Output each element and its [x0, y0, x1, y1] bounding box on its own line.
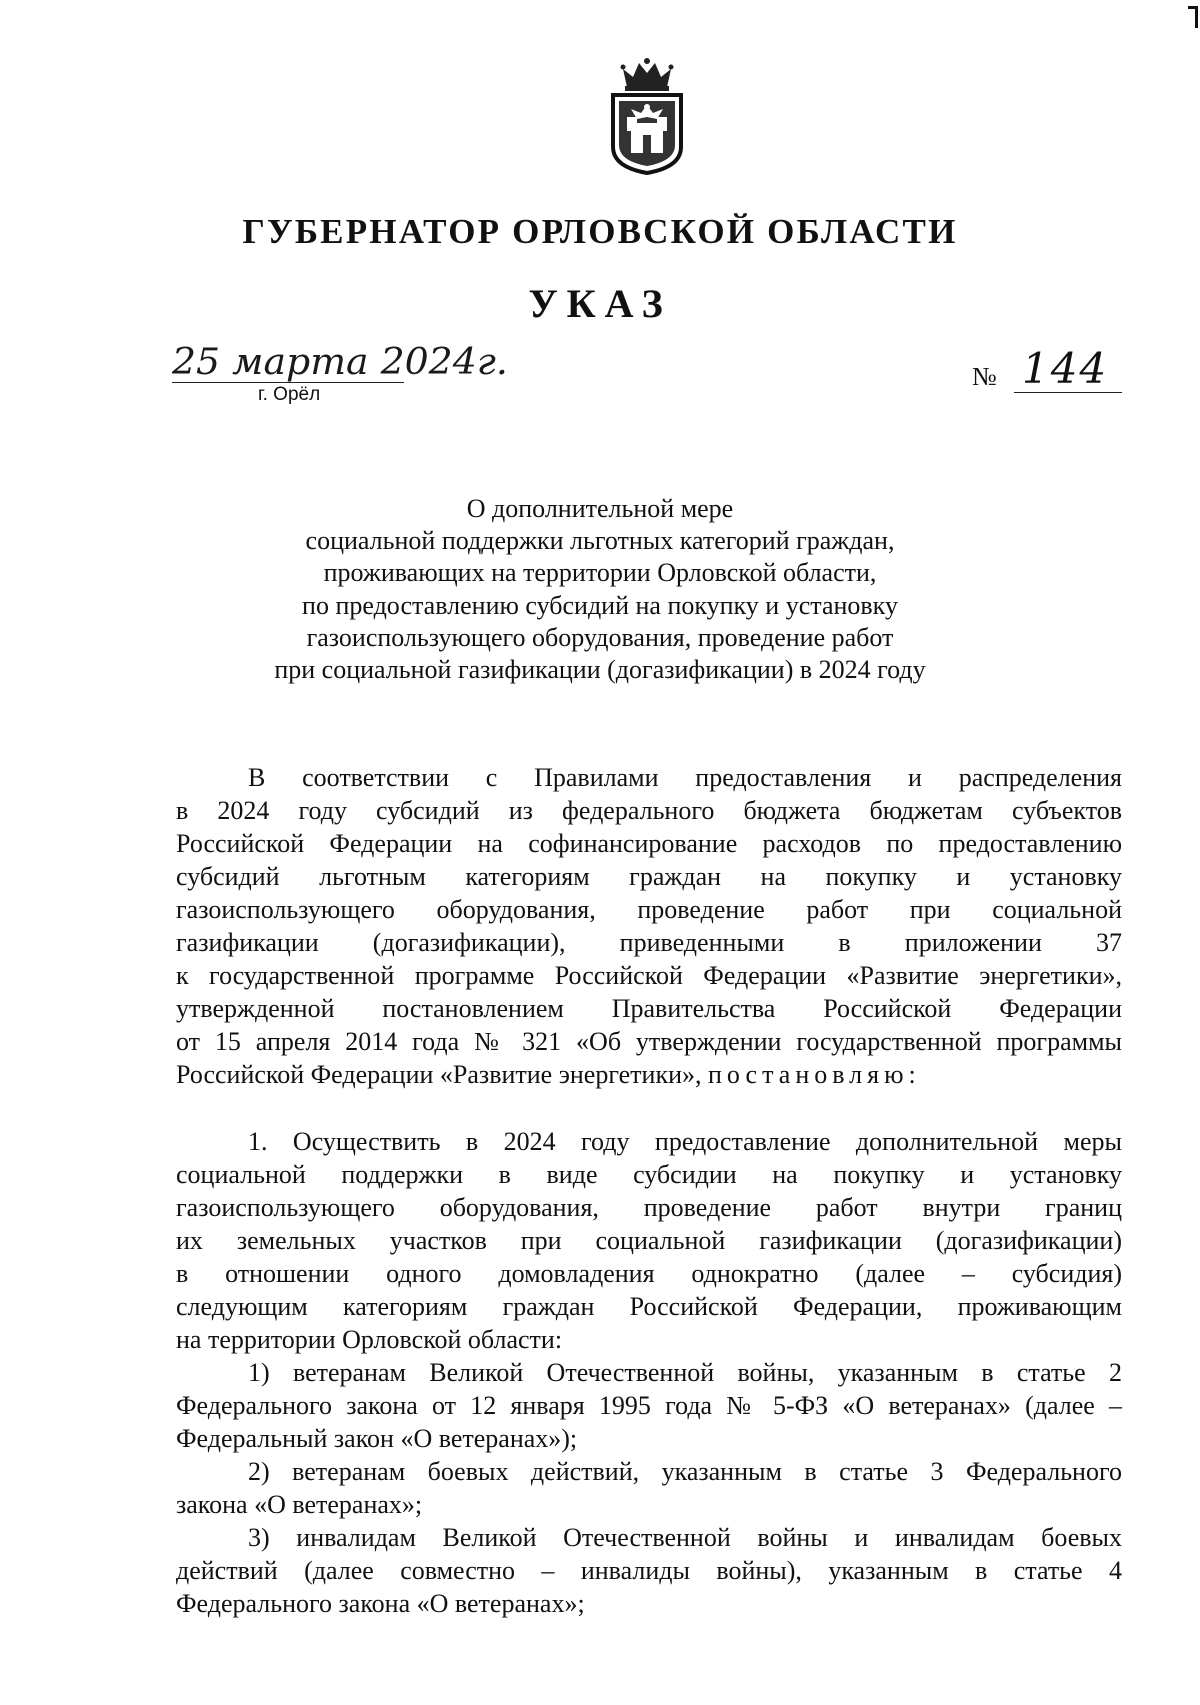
- date-underline: [172, 382, 404, 383]
- body-line: 1. Осуществить в 2024 году предоставление дополнительной меры: [248, 1127, 1122, 1156]
- body-line: действий (далее совместно – инвалиды войны), указанным в статье 4: [176, 1556, 1122, 1585]
- corner-scan-mark: [1188, 6, 1198, 28]
- body-line: утвержденной постановлением Правительства Российской Федерации: [176, 994, 1122, 1023]
- clause-1-item-3: [176, 1521, 1122, 1620]
- preamble-paragraph: [176, 761, 1122, 1091]
- body-line: 1) ветеранам Великой Отечественной войны, указанным в статье 2: [248, 1358, 1122, 1387]
- heading-line: газоиспользующего оборудования, проведение работ: [306, 622, 894, 652]
- number-underline: [1014, 392, 1122, 393]
- heading-line: социальной поддержки льготных категорий граждан,: [305, 526, 895, 556]
- preamble-last-text: Российской Федерации «Развитие энергетики»,: [176, 1060, 702, 1089]
- document-number: [972, 344, 1122, 400]
- clause-1: [176, 1125, 1122, 1356]
- body-line: следующим категориям граждан Российской Федерации, проживающим: [176, 1292, 1122, 1321]
- heading-line: О дополнительной мере: [466, 494, 734, 523]
- body-line: Федерального закона «О ветеранах»;: [176, 1589, 585, 1618]
- body-line: газоиспользующего оборудования, проведение работ внутри границ: [176, 1193, 1122, 1222]
- body-line: Федеральный закон «О ветеранах»);: [176, 1424, 578, 1453]
- body-line: 3) инвалидам Великой Отечественной войны и инвалидам боевых: [248, 1523, 1122, 1552]
- clause-1-item-1: [176, 1356, 1122, 1455]
- heading-line: по предоставлению субсидий на покупку и установку: [302, 590, 898, 620]
- body-line: В соответствии с Правилами предоставления и распределения: [248, 763, 1122, 792]
- handwritten-number: 144: [1022, 344, 1109, 393]
- body-line: газоиспользующего оборудования, проведение работ при социальной: [176, 895, 1122, 924]
- number-sign: №: [972, 362, 997, 391]
- orel-region-coat-of-arms-icon: [603, 57, 691, 175]
- body-line: Российской Федерации на софинансирование расходов по предоставлению: [176, 829, 1122, 858]
- clause-1-item-2: [176, 1455, 1122, 1521]
- document-heading: [200, 493, 1000, 686]
- body-line: на территории Орловской области:: [176, 1325, 563, 1354]
- body-line: закона «О ветеранах»;: [176, 1490, 423, 1519]
- body-line: от 15 апреля 2014 года № 321 «Об утверждении государственной программы: [176, 1027, 1122, 1056]
- organization-title: ГУБЕРНАТОР ОРЛОВСКОЙ ОБЛАСТИ: [242, 212, 958, 251]
- document-body: [176, 761, 1122, 1620]
- heading-line: проживающих на территории Орловской области,: [323, 558, 877, 588]
- body-line: социальной поддержки в виде субсидии на покупку и установку: [176, 1160, 1122, 1189]
- handwritten-date: 25 марта 2024г.: [172, 342, 508, 383]
- body-line: Федерального закона от 12 января 1995 года № 5-ФЗ «О ветеранах» (далее –: [176, 1391, 1122, 1420]
- decree-word: постановляю:: [708, 1060, 921, 1089]
- body-line: газификации (догазификации), приведенными в приложении 37: [176, 928, 1122, 957]
- body-line: в отношении одного домовладения однократно (далее – субсидия): [176, 1259, 1122, 1288]
- document-city: г. Орёл: [258, 384, 321, 405]
- body-line: к государственной программе Российской Федерации «Развитие энергетики»,: [176, 961, 1122, 990]
- body-line-final: [176, 1058, 1122, 1091]
- document-type-title: УКАЗ: [528, 281, 672, 326]
- body-line: 2) ветеранам боевых действий, указанным в статье 3 Федерального: [248, 1457, 1122, 1486]
- body-line: в 2024 году субсидий из федерального бюджета бюджетам субъектов: [176, 796, 1122, 825]
- body-line: субсидий льготным категориям граждан на покупку и установку: [176, 862, 1122, 891]
- body-line: их земельных участков при социальной газификации (догазификации): [176, 1226, 1122, 1255]
- heading-line: при социальной газификации (догазификации) в 2024 году: [274, 655, 926, 685]
